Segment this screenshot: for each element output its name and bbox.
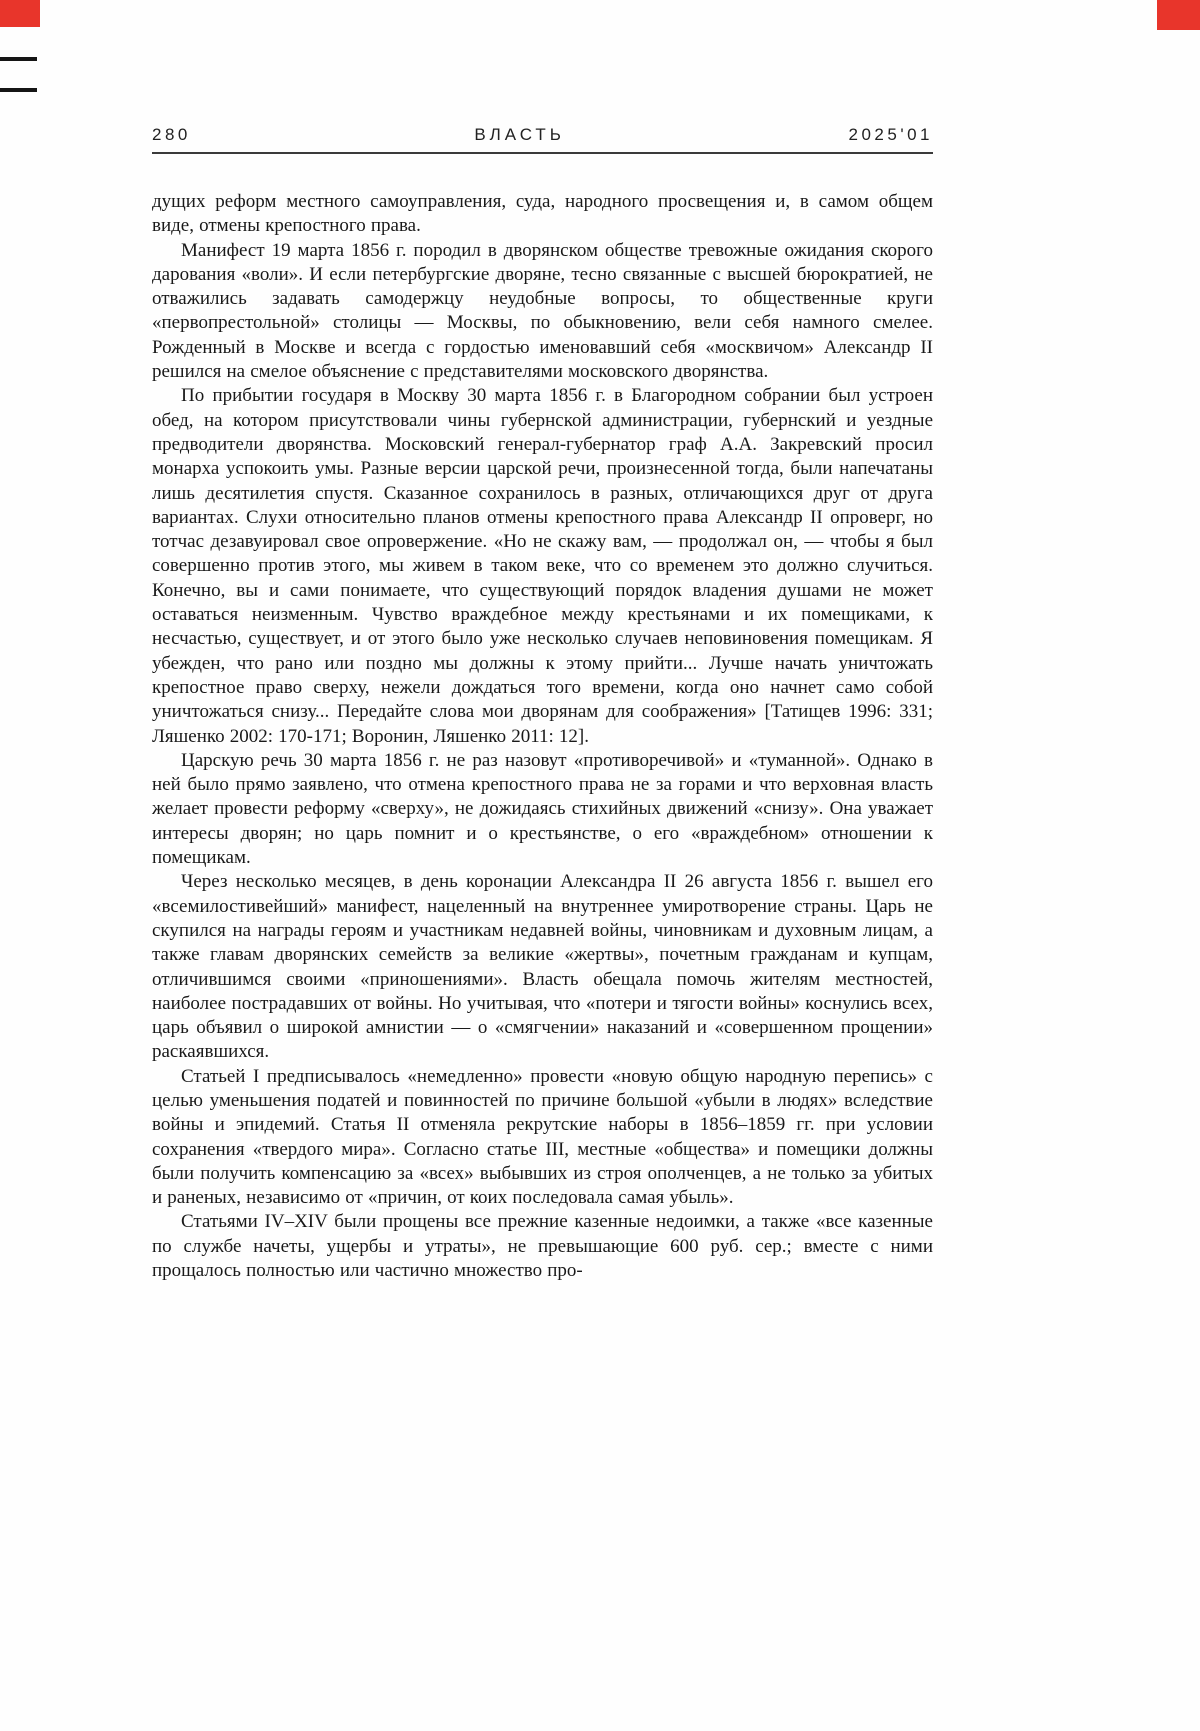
article-body — [152, 190, 933, 1283]
issue-number: 2025'01 — [848, 125, 933, 144]
crop-mark-top-left — [0, 0, 40, 27]
header-rule — [152, 152, 933, 154]
crop-mark-top-right — [1157, 0, 1200, 30]
paragraph: Царскую речь 30 марта 1856 г. не раз назовут «противоречивой» и «туманной». Однако в ней было прямо заявлено, что отмена крепостного права не за горами и что верховная власть желает провести реформу «сверху», не дожидаясь стихийных движений «снизу». Она уважает интересы дворян; но царь помнит и о крестьянстве, о его «враждебном» отношении к помещикам. — [152, 749, 933, 869]
paragraph: Статьями IV–XIV были прощены все прежние казенные недоимки, а также «все казенные по службе начеты, ущербы и утраты», не превышающие 600 руб. сер.; вместе с ними прощалось полностью или частично множество про- — [152, 1211, 933, 1282]
page-number: 280 — [152, 125, 191, 144]
paragraph: Через несколько месяцев, в день коронации Александра II 26 августа 1856 г. вышел его «всемилостивейший» манифест, нацеленный на внутреннее умиротворение страны. Царь не скупился на награды героям и участникам недавней войны, чиновникам и духовным лицам, а также главам дворянских семейств за великие «жертвы», почетным гражданам и купцам, отличившимся своими «приношениями». Власть обещала помочь жителям местностей, наиболее пострадавших от войны. Но учитывая, что «потери и тягости войны» коснулись всех, царь объявил о широкой амнистии — о «смягчении» наказаний и «совершенном прощении» раскаявшихся. — [152, 871, 933, 1063]
registration-mark-lower — [0, 88, 37, 92]
paragraph-continuation: дущих реформ местного самоуправления, суда, народного просвещения и, в самом общем виде, отмены крепостного права. — [152, 191, 933, 237]
journal-title: ВЛАСТЬ — [474, 125, 565, 144]
running-header — [152, 126, 933, 152]
registration-mark-upper — [0, 57, 37, 61]
paragraph: Манифест 19 марта 1856 г. породил в дворянском обществе тревожные ожидания скорого дарования «воли». И если петербургские дворяне, тесно связанные с высшей бюрократией, не отважились задавать самодержцу неудобные вопросы, то общественные круги «первопрестольной» столицы — Москвы, по обыкновению, вели себя намного смелее. Рожденный в Москве и всегда с гордостью именовавший себя «москвичом» Александр II решился на смелое объяснение с представителями московского дворянства. — [152, 239, 933, 383]
paragraph: По прибытии государя в Москву 30 марта 1856 г. в Благородном собрании был устроен обед, на котором присутствовали чины губернской администрации, губернский и уездные предводители дворянства. Московский генерал-губернатор граф А.А. Закревский просил монарха успокоить умы. Разные версии царской речи, произнесенной тогда, были напечатаны лишь десятилетия спустя. Сказанное сохранилось в разных, отличающихся друг от друга вариантах. Слухи относительно планов отмены крепостного права Александр II опроверг, но тотчас дезавуировал свое опровержение. «Но не скажу вам, — продолжал он, — чтобы я был совершенно против этого, мы живем в таком веке, что со временем это должно случиться. Конечно, вы и сами понимаете, что существующий порядок владения душами не может оставаться неизменным. Чувство враждебное между крестьянами и их помещиками, к несчастью, существует, и от этого было уже несколько случаев неповиновения помещикам. Я убежден, что рано или поздно мы должны к этому прийти... Лучше начать уничтожать крепостное право сверху, нежели дождаться того времени, когда оно начнет само собой уничтожаться снизу... Передайте слова мои дворянам для соображения» [Татищев 1996: 331; Ляшенко 2002: 170-171; Воронин, Ляшенко 2011: 12]. — [152, 385, 933, 747]
page-content — [152, 126, 933, 1283]
paragraph: Статьей I предписывалось «немедленно» провести «новую общую народную перепись» с целью уменьшения податей и повинностей по причине большой «убыли в людях» вследствие войны и эпидемий. Статья II отменяла рекрутские наборы в 1856–1859 гг. при условии сохранения «твердого мира». Согласно статье III, местные «общества» и помещики должны были получить компенсацию за «всех» выбывших из строя ополченцев, а не только за убитых и раненых, независимо от «причин, от коих последовала самая убыль». — [152, 1065, 933, 1209]
